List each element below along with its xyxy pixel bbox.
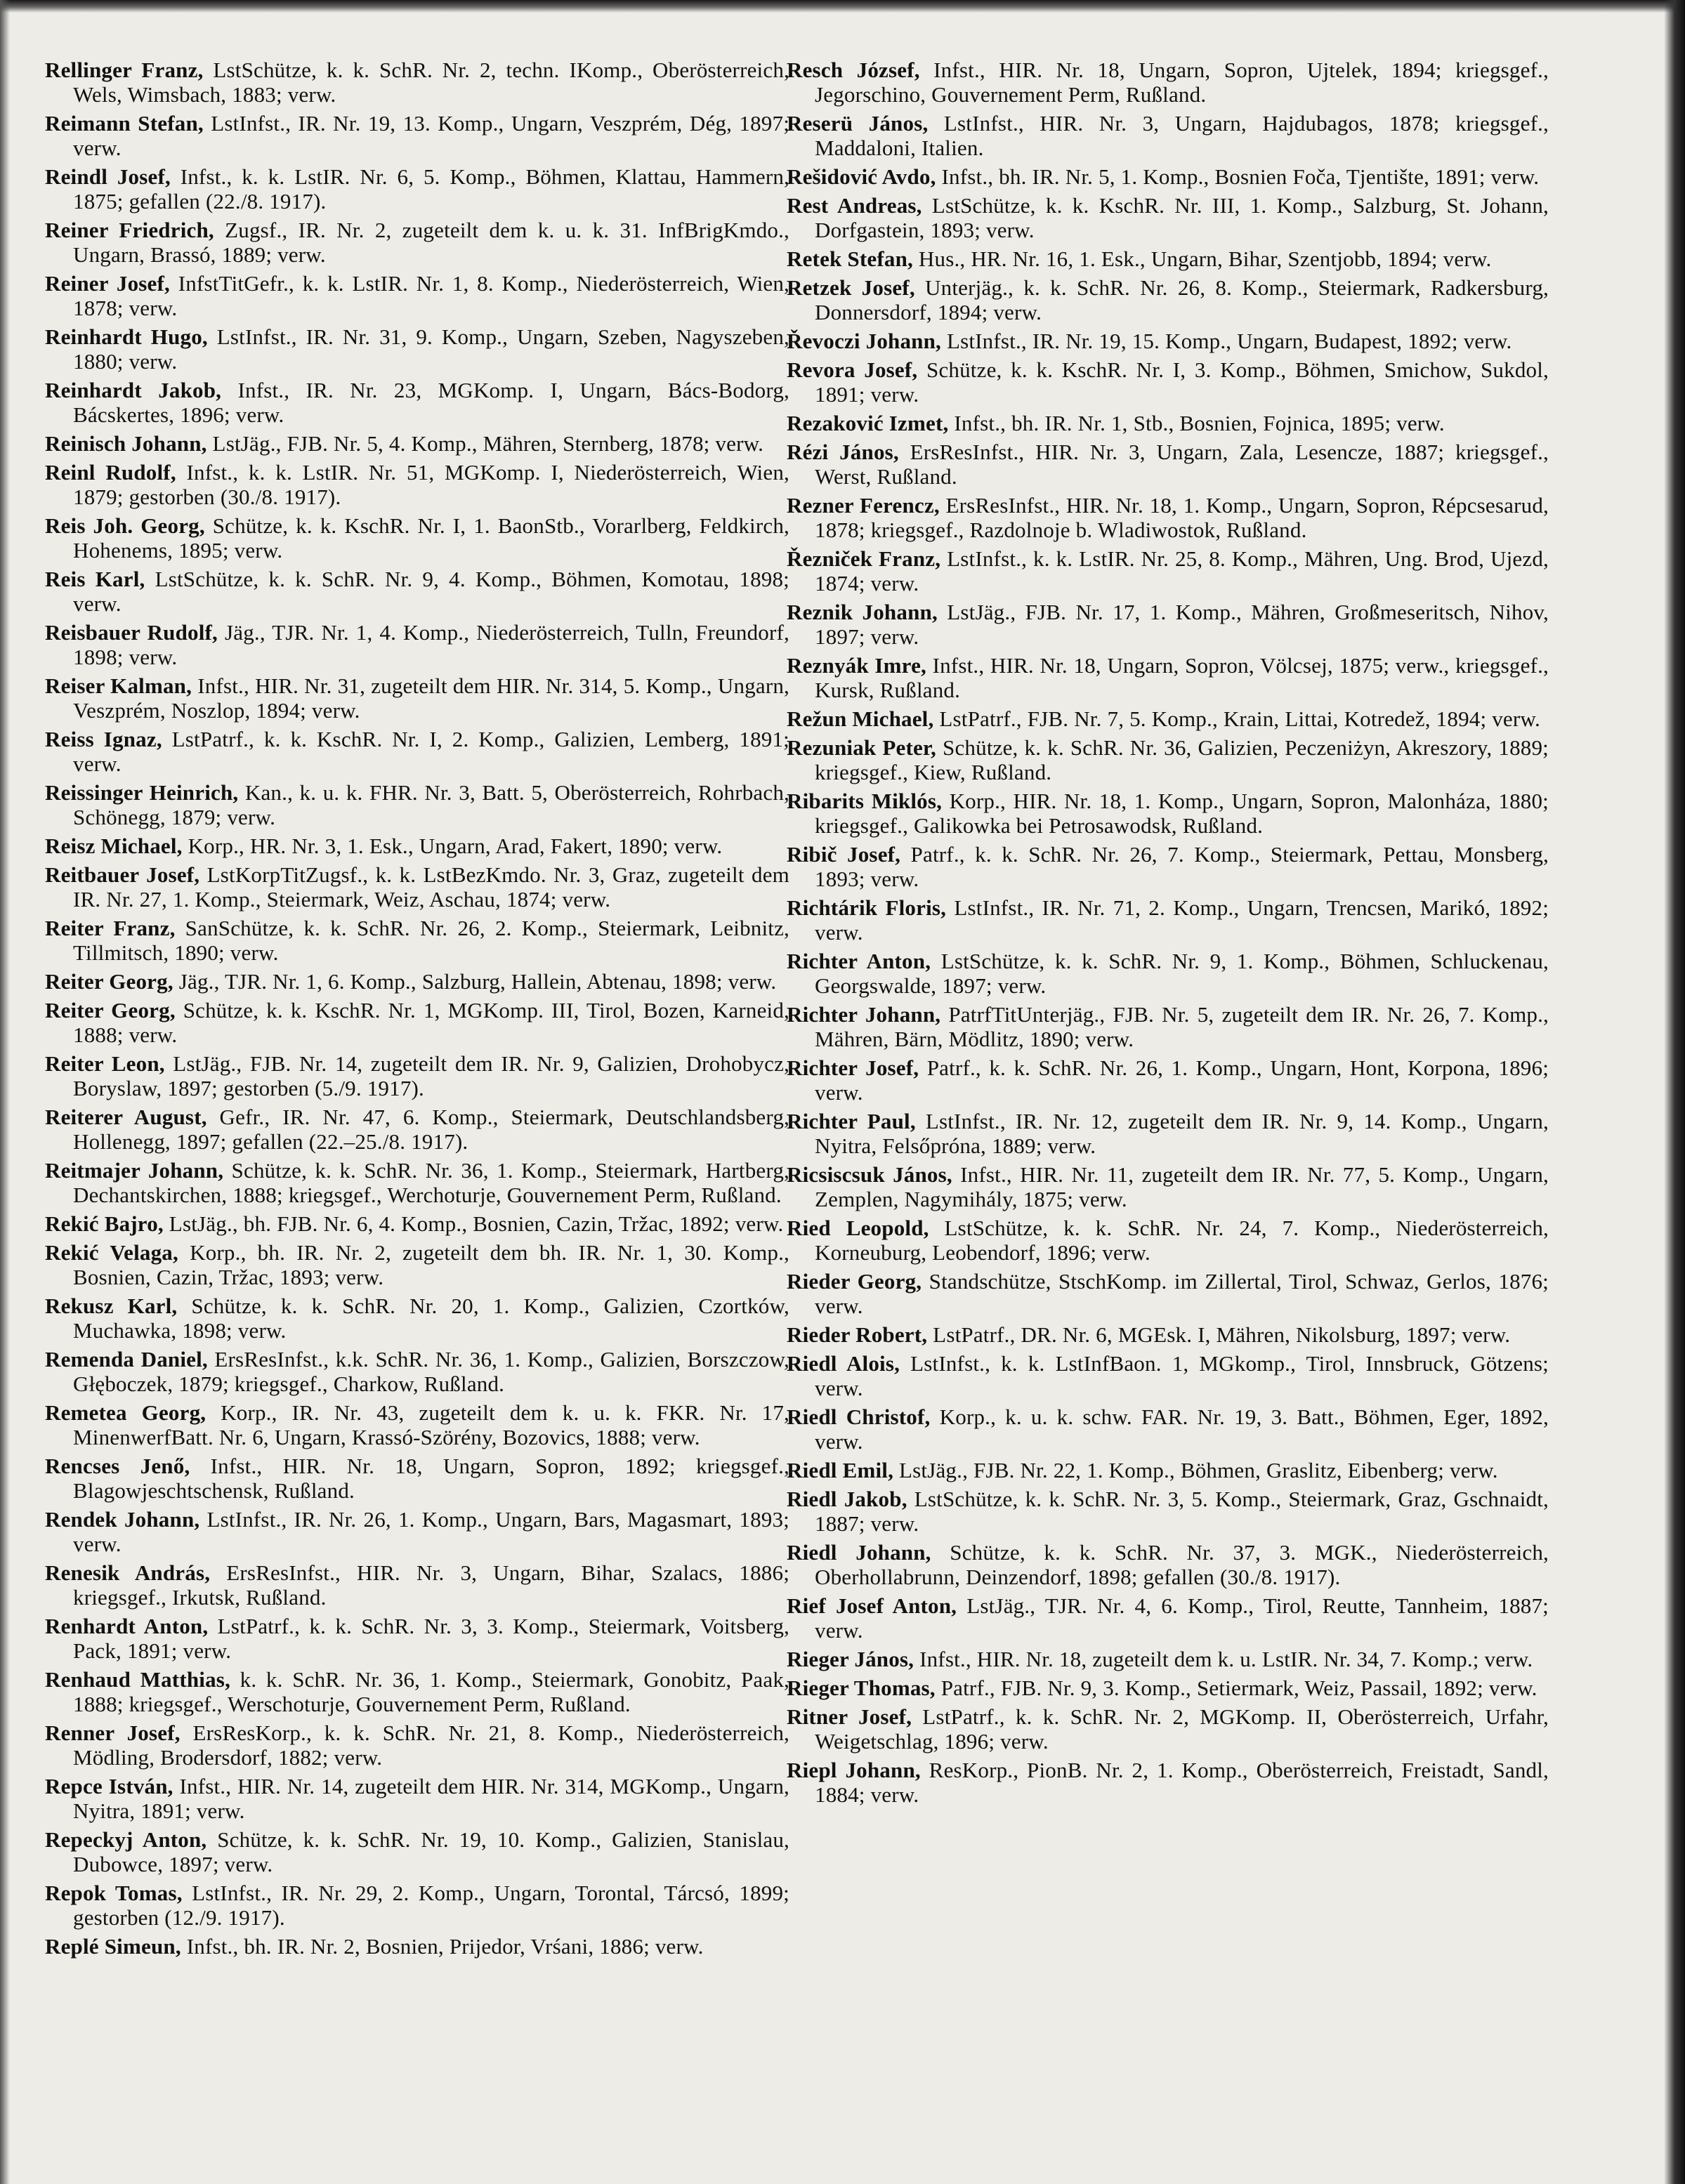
register-entry: [45, 1105, 789, 1154]
entry-name: Rekusz Karl,: [45, 1294, 178, 1318]
register-entry: [787, 895, 1549, 945]
register-entry: [45, 834, 789, 858]
entry-name: Reserü János,: [787, 111, 929, 136]
entry-name: Rendek Johann,: [45, 1507, 200, 1532]
entry-details: LstKorpTitZugsf., k. k. LstBezKmdo. Nr. 3, Graz, zugeteilt dem IR. Nr. 27, 1. Komp., Steiermark, Weiz, Aschau, 1874; verw.: [73, 862, 789, 912]
register-entry: [45, 378, 789, 427]
register-entry: [787, 1109, 1549, 1158]
register-entry: [45, 324, 789, 374]
entry-details: Schütze, k. k. KschR. Nr. 1, MGKomp. III, Tirol, Bozen, Karneid, 1888; verw.: [73, 998, 789, 1047]
register-entry: [45, 111, 789, 160]
entry-details: LstSchütze, k. k. KschR. Nr. III, 1. Komp., Salzburg, St. Johann, Dorfgastein, 1893; verw.: [815, 193, 1549, 242]
register-entry: [787, 111, 1549, 160]
entry-name: Riedl Alois,: [787, 1351, 900, 1376]
entry-details: LstPatrf., FJB. Nr. 7, 5. Komp., Krain, Littai, Kotredež, 1894; verw.: [933, 706, 1540, 731]
entry-name: Reitbauer Josef,: [45, 862, 200, 887]
register-entry: [45, 1294, 789, 1343]
entry-details: Infst., HIR. Nr. 14, zugeteilt dem HIR. Nr. 314, MGKomp., Ungarn, Nyitra, 1891; verw.: [73, 1774, 789, 1823]
entry-name: Revora Josef,: [787, 357, 918, 382]
register-entry: [45, 271, 789, 320]
entry-name: Reissinger Heinrich,: [45, 780, 239, 805]
entry-details: Infst., bh. IR. Nr. 5, 1. Komp., Bosnien Foča, Tjentište, 1891; verw.: [936, 164, 1540, 189]
register-entry: [45, 916, 789, 965]
entry-name: Rieder Georg,: [787, 1269, 922, 1294]
entry-details: LstJäg., TJR. Nr. 4, 6. Komp., Tirol, Reutte, Tannheim, 1887; verw.: [815, 1593, 1549, 1643]
page-right-edge: [1664, 0, 1685, 2184]
register-entry: [787, 1405, 1549, 1454]
entry-details: PatrfTitUnterjäg., FJB. Nr. 5, zugeteilt dem IR. Nr. 26, 7. Komp., Mähren, Bärn, Mödlitz, 1890; verw.: [815, 1002, 1549, 1051]
register-entry: [45, 1827, 789, 1876]
entry-details: Infst., HIR. Nr. 18, Ungarn, Sopron, Ujtelek, 1894; kriegsgef., Jegorschino, Gouvernement Perm, Rußland.: [815, 58, 1549, 107]
register-entry: [787, 411, 1549, 435]
entry-name: Ried Leopold,: [787, 1216, 929, 1240]
entry-details: LstPatrf., DR. Nr. 6, MGEsk. I, Mähren, Nikolsburg, 1897; verw.: [927, 1322, 1511, 1347]
entry-details: LstPatrf., k. k. KschR. Nr. I, 2. Komp., Galizien, Lemberg, 1891; verw.: [73, 727, 789, 776]
entry-details: Infst., bh. IR. Nr. 1, Stb., Bosnien, Fojnica, 1895; verw.: [948, 411, 1445, 435]
entry-details: Patrf., FJB. Nr. 9, 3. Komp., Setiermark, Weiz, Passail, 1892; verw.: [935, 1676, 1538, 1700]
entry-name: Remenda Daniel,: [45, 1347, 208, 1371]
register-entry: [787, 546, 1549, 596]
entry-name: Reiter Leon,: [45, 1051, 165, 1076]
register-entry: [45, 164, 789, 213]
entry-details: LstJäg., FJB. Nr. 22, 1. Komp., Böhmen, Graslitz, Eibenberg; verw.: [893, 1458, 1498, 1482]
register-entry: [45, 727, 789, 776]
register-entry: [45, 969, 789, 994]
right-column: [787, 58, 1549, 1811]
entry-name: Rezner Ferencz,: [787, 493, 940, 518]
register-entry: [45, 1507, 789, 1556]
register-entry: [787, 329, 1549, 353]
entry-details: Schütze, k. k. SchR. Nr. 36, 1. Komp., Steiermark, Hartberg, Dechantskirchen, 1888; kriegsgef., Werchoturje, Gouvernement Perm, Rußland.: [73, 1158, 789, 1207]
entry-details: LstJäg., FJB. Nr. 17, 1. Komp., Mähren, Großmeseritsch, Nihov, 1897; verw.: [815, 600, 1549, 649]
entry-details: Infst., IR. Nr. 23, MGKomp. I, Ungarn, Bács-Bodorg, Bácskertes, 1896; verw.: [73, 378, 789, 427]
entry-name: Rezuniak Peter,: [787, 735, 936, 760]
register-entry: [787, 1351, 1549, 1400]
entry-details: Korp., HR. Nr. 3, 1. Esk., Ungarn, Arad, Fakert, 1890; verw.: [182, 834, 723, 858]
entry-details: LstPatrf., k. k. SchR. Nr. 3, 3. Komp., Steiermark, Voitsberg, Pack, 1891; verw.: [73, 1614, 790, 1663]
entry-name: Reinisch Johann,: [45, 431, 207, 456]
entry-name: Repce István,: [45, 1774, 173, 1798]
entry-details: LstJäg., FJB. Nr. 14, zugeteilt dem IR. Nr. 9, Galizien, Drohobycz, Boryslaw, 1897; gestorben (5./9. 1917).: [73, 1051, 789, 1100]
entry-name: Rieder Robert,: [787, 1322, 928, 1347]
entry-name: Rief Josef Anton,: [787, 1593, 957, 1618]
register-entry: [787, 789, 1549, 838]
register-entry: [787, 1055, 1549, 1105]
entry-details: Zugsf., IR. Nr. 2, zugeteilt dem k. u. k. 31. InfBrigKmdo., Ungarn, Brassó, 1889; verw.: [73, 218, 789, 267]
register-entry: [787, 275, 1549, 324]
entry-name: Rekić Bajro,: [45, 1211, 164, 1236]
entry-name: Reiter Georg,: [45, 969, 173, 994]
register-entry: [45, 1347, 789, 1396]
register-entry: [787, 1322, 1549, 1347]
register-entry: [45, 58, 789, 107]
register-entry: [45, 1560, 789, 1610]
entry-details: Jäg., TJR. Nr. 1, 6. Komp., Salzburg, Hallein, Abtenau, 1898; verw.: [173, 969, 777, 994]
register-entry: [787, 949, 1549, 998]
register-entry: [787, 1216, 1549, 1265]
register-entry: [45, 673, 789, 723]
entry-details: LstSchütze, k. k. SchR. Nr. 3, 5. Komp., Steiermark, Graz, Gschnaidt, 1887; verw.: [815, 1487, 1549, 1536]
entry-name: Řezniček Franz,: [787, 546, 941, 571]
entry-name: Reimann Stefan,: [45, 111, 204, 136]
entry-details: Gefr., IR. Nr. 47, 6. Komp., Steiermark, Deutschlandsberg, Hollenegg, 1897; gefallen (22.–25./8. 1917).: [73, 1105, 789, 1154]
entry-details: Infst., k. k. LstIR. Nr. 51, MGKomp. I, Niederösterreich, Wien, 1879; gestorben (30./8. 1917).: [73, 460, 789, 509]
entry-details: Schütze, k. k. SchR. Nr. 20, 1. Komp., Galizien, Czortków, Muchawka, 1898; verw.: [73, 1294, 789, 1343]
entry-details: LstInfst., IR. Nr. 31, 9. Komp., Ungarn, Szeben, Nagyszeben, 1880; verw.: [73, 324, 789, 374]
entry-details: Infst., HIR. Nr. 31, zugeteilt dem HIR. Nr. 314, 5. Komp., Ungarn, Veszprém, Noszlop, 1894; verw.: [73, 673, 789, 723]
register-entry: [45, 513, 789, 563]
entry-details: Schütze, k. k. SchR. Nr. 36, Galizien, Peczeniżyn, Akreszory, 1889; kriegsgef., Kiew, Rußland.: [815, 735, 1549, 784]
register-entry: [45, 1934, 789, 1959]
entry-name: Riedl Christof,: [787, 1405, 931, 1429]
register-entry: [787, 1593, 1549, 1643]
register-entry: [45, 998, 789, 1047]
entry-name: Rieger János,: [787, 1647, 914, 1671]
register-entry: [45, 1400, 789, 1449]
entry-name: Reznyák Imre,: [787, 653, 926, 678]
entry-name: Rencses Jenő,: [45, 1454, 190, 1478]
entry-name: Ribarits Miklós,: [787, 789, 943, 813]
entry-name: Resch József,: [787, 58, 920, 82]
register-entry: [45, 1454, 789, 1503]
entry-details: LstJäg., bh. FJB. Nr. 6, 4. Komp., Bosnien, Cazin, Tržac, 1892; verw.: [163, 1211, 784, 1236]
register-entry: [787, 164, 1549, 189]
entry-name: Riedl Johann,: [787, 1540, 931, 1565]
entry-name: Reinl Rudolf,: [45, 460, 176, 485]
register-entry: [45, 620, 789, 669]
entry-details: LstSchütze, k. k. SchR. Nr. 9, 1. Komp., Böhmen, Schluckenau, Georgswalde, 1897; verw.: [815, 949, 1549, 998]
register-entry: [45, 780, 789, 829]
register-entry: [787, 653, 1549, 702]
entry-details: Korp., bh. IR. Nr. 2, zugeteilt dem bh. IR. Nr. 1, 30. Komp., Bosnien, Cazin, Tržac, 1893; verw.: [73, 1240, 789, 1289]
entry-details: LstInfst., k. k. LstInfBaon. 1, MGkomp., Tirol, Innsbruck, Götzens; verw.: [815, 1351, 1549, 1400]
entry-details: Infst., bh. IR. Nr. 2, Bosnien, Prijedor, Vrśani, 1886; verw.: [181, 1934, 704, 1959]
entry-name: Režun Michael,: [787, 706, 934, 731]
entry-name: Reznik Johann,: [787, 600, 938, 624]
register-entry: [45, 1721, 789, 1770]
entry-details: LstInfst., IR. Nr. 71, 2. Komp., Ungarn, Trencsen, Marikó, 1892; verw.: [815, 895, 1549, 945]
register-entry: [787, 1458, 1549, 1482]
entry-details: ErsResKorp., k. k. SchR. Nr. 21, 8. Komp., Niederösterreich, Mödling, Brodersdorf, 1882; verw.: [73, 1721, 789, 1770]
entry-name: Richter Josef,: [787, 1055, 919, 1080]
entry-details: SanSchütze, k. k. SchR. Nr. 26, 2. Komp., Steiermark, Leibnitz, Tillmitsch, 1890; verw.: [73, 916, 790, 965]
entry-details: ErsResInfst., k.k. SchR. Nr. 36, 1. Komp., Galizien, Borszczow, Głęboczek, 1879; kriegsgef., Charkow, Rußland.: [73, 1347, 790, 1396]
entry-name: Reis Karl,: [45, 567, 145, 591]
register-entry: [787, 1002, 1549, 1051]
page-left-edge: [0, 0, 10, 2184]
entry-details: Korp., IR. Nr. 43, zugeteilt dem k. u. k. FKR. Nr. 17, MinenwerfBatt. Nr. 6, Ungarn, Krassó-Szörény, Bozovics, 1888; verw.: [73, 1400, 789, 1449]
register-entry: [45, 1051, 789, 1100]
register-entry: [787, 1269, 1549, 1318]
entry-details: Korp., HIR. Nr. 18, 1. Komp., Ungarn, Sopron, Malonháza, 1880; kriegsgef., Galikowka bei Petrosawodsk, Rußland.: [815, 789, 1549, 838]
entry-details: ErsResInfst., HIR. Nr. 3, Ungarn, Bihar, Szalacs, 1886; kriegsgef., Irkutsk, Rußland.: [73, 1560, 790, 1610]
entry-name: Rezaković Izmet,: [787, 411, 949, 435]
entry-name: Rešidović Avdo,: [787, 164, 936, 189]
entry-details: Unterjäg., k. k. SchR. Nr. 26, 8. Komp., Steiermark, Radkersburg, Donnersdorf, 1894; verw.: [815, 275, 1549, 324]
entry-name: Repeckyj Anton,: [45, 1827, 207, 1852]
entry-details: LstPatrf., k. k. SchR. Nr. 2, MGKomp. II, Oberösterreich, Urfahr, Weigetschlag, 1896; verw.: [815, 1704, 1549, 1754]
entry-name: Reiner Josef,: [45, 271, 170, 296]
entry-name: Rellinger Franz,: [45, 58, 204, 82]
entry-details: LstInfst., k. k. LstIR. Nr. 25, 8. Komp., Mähren, Ung. Brod, Ujezd, 1874; verw.: [815, 546, 1549, 596]
entry-name: Renesik András,: [45, 1560, 211, 1585]
entry-details: LstSchütze, k. k. SchR. Nr. 9, 4. Komp., Böhmen, Komotau, 1898; verw.: [73, 567, 789, 616]
left-column: [45, 58, 789, 1963]
entry-name: Reindl Josef,: [45, 164, 171, 189]
register-entry: [45, 218, 789, 267]
entry-details: LstInfst., IR. Nr. 26, 1. Komp., Ungarn, Bars, Magasmart, 1893; verw.: [73, 1507, 789, 1556]
entry-details: Infst., HIR. Nr. 11, zugeteilt dem IR. Nr. 77, 5. Komp., Ungarn, Zemplen, Nagymihály, 1875; verw.: [815, 1162, 1549, 1211]
entry-name: Reinhardt Hugo,: [45, 324, 208, 349]
register-entry: [787, 1704, 1549, 1754]
entry-name: Reisz Michael,: [45, 834, 183, 858]
entry-name: Ribič Josef,: [787, 842, 901, 867]
entry-details: Korp., k. u. k. schw. FAR. Nr. 19, 3. Batt., Böhmen, Eger, 1892, verw.: [815, 1405, 1549, 1454]
entry-details: ErsResInfst., HIR. Nr. 3, Ungarn, Zala, Lesencze, 1887; kriegsgef., Werst, Rußland.: [815, 440, 1549, 489]
register-entry: [787, 58, 1549, 107]
entry-details: Kan., k. u. k. FHR. Nr. 3, Batt. 5, Oberösterreich, Rohrbach, Schönegg, 1879; verw.: [73, 780, 789, 829]
entry-details: Schütze, k. k. SchR. Nr. 19, 10. Komp., Galizien, Stanislau, Dubowce, 1897; verw.: [73, 1827, 789, 1876]
entry-details: Infst., HIR. Nr. 18, zugeteilt dem k. u. LstIR. Nr. 34, 7. Komp.; verw.: [914, 1647, 1533, 1671]
entry-name: Reiterer August,: [45, 1105, 207, 1129]
entry-details: LstInfst., IR. Nr. 29, 2. Komp., Ungarn, Torontal, Tárcsó, 1899; gestorben (12./9. 1917).: [73, 1881, 789, 1930]
entry-details: LstSchütze, k. k. SchR. Nr. 24, 7. Komp., Niederösterreich, Korneuburg, Leobendorf, 1896; verw.: [815, 1216, 1549, 1265]
entry-details: Schütze, k. k. KschR. Nr. I, 3. Komp., Böhmen, Smichow, Sukdol, 1891; verw.: [815, 357, 1549, 407]
register-entry: [45, 1158, 789, 1207]
register-entry: [45, 460, 789, 509]
entry-details: LstInfst., HIR. Nr. 3, Ungarn, Hajdubagos, 1878; kriegsgef., Maddaloni, Italien.: [815, 111, 1549, 160]
entry-details: LstInfst., IR. Nr. 12, zugeteilt dem IR. Nr. 9, 14. Komp., Ungarn, Nyitra, Felsőpróna, 1889; verw.: [815, 1109, 1549, 1158]
entry-details: Infst., HIR. Nr. 18, Ungarn, Sopron, 1892; kriegsgef., Blagowjeschtschensk, Rußland.: [73, 1454, 789, 1503]
register-entry: [45, 862, 789, 912]
page-top-edge: [0, 0, 1685, 13]
register-entry: [45, 1240, 789, 1289]
entry-name: Riepl Johann,: [787, 1758, 921, 1782]
register-entry: [787, 1676, 1549, 1700]
entry-details: LstSchütze, k. k. SchR. Nr. 2, techn. IKomp., Oberösterreich, Wels, Wimsbach, 1883; verw.: [73, 58, 789, 107]
entry-name: Renhaud Matthias,: [45, 1667, 231, 1692]
entry-name: Reiter Franz,: [45, 916, 176, 940]
entry-details: Schütze, k. k. KschR. Nr. I, 1. BaonStb., Vorarlberg, Feldkirch, Hohenems, 1895; verw.: [73, 513, 789, 563]
entry-details: ErsResInfst., HIR. Nr. 18, 1. Komp., Ungarn, Sopron, Répcsesarud, 1878; kriegsgef., Razdolnoje b. Wladiwostok, Rußland.: [815, 493, 1549, 542]
entry-name: Rézi János,: [787, 440, 899, 464]
entry-details: InfstTitGefr., k. k. LstIR. Nr. 1, 8. Komp., Niederösterreich, Wien, 1878; verw.: [73, 271, 789, 320]
register-entry: [45, 1881, 789, 1930]
register-entry: [787, 493, 1549, 542]
register-entry: [787, 357, 1549, 407]
entry-name: Remetea Georg,: [45, 1400, 206, 1425]
entry-name: Richter Johann,: [787, 1002, 941, 1027]
entry-name: Řevoczi Johann,: [787, 329, 941, 353]
register-entry: [45, 1667, 789, 1716]
entry-name: Retzek Josef,: [787, 275, 915, 300]
entry-name: Retek Stefan,: [787, 246, 913, 271]
entry-name: Reiter Georg,: [45, 998, 176, 1022]
register-entry: [45, 1211, 789, 1236]
entry-name: Richter Paul,: [787, 1109, 916, 1133]
register-entry: [787, 1540, 1549, 1589]
entry-name: Reiner Friedrich,: [45, 218, 214, 242]
register-entry: [787, 706, 1549, 731]
entry-name: Ricsiscsuk János,: [787, 1162, 952, 1187]
register-entry: [787, 246, 1549, 271]
register-entry: [787, 842, 1549, 891]
entry-name: Reitmajer Johann,: [45, 1158, 224, 1183]
entry-name: Ritner Josef,: [787, 1704, 912, 1729]
entry-name: Reiss Ignaz,: [45, 727, 162, 751]
register-entry: [787, 735, 1549, 784]
entry-name: Richtárik Floris,: [787, 895, 947, 920]
entry-name: Riedl Jakob,: [787, 1487, 907, 1511]
entry-details: LstJäg., FJB. Nr. 5, 4. Komp., Mähren, Sternberg, 1878; verw.: [206, 431, 764, 456]
entry-name: Rest Andreas,: [787, 193, 922, 218]
entry-name: Replé Simeun,: [45, 1934, 181, 1959]
entry-details: Hus., HR. Nr. 16, 1. Esk., Ungarn, Bihar, Szentjobb, 1894; verw.: [912, 246, 1492, 271]
entry-details: Patrf., k. k. SchR. Nr. 26, 7. Komp., Steiermark, Pettau, Monsberg, 1893; verw.: [815, 842, 1549, 891]
entry-name: Renner Josef,: [45, 1721, 181, 1745]
register-entry: [787, 440, 1549, 489]
entry-details: ResKorp., PionB. Nr. 2, 1. Komp., Oberösterreich, Freistadt, Sandl, 1884; verw.: [815, 1758, 1549, 1807]
entry-details: Infst., HIR. Nr. 18, Ungarn, Sopron, Völcsej, 1875; verw., kriegsgef., Kursk, Rußland.: [815, 653, 1549, 702]
register-entry: [787, 1647, 1549, 1671]
entry-details: LstInfst., IR. Nr. 19, 15. Komp., Ungarn, Budapest, 1892; verw.: [941, 329, 1512, 353]
entry-name: Riedl Emil,: [787, 1458, 894, 1482]
entry-name: Reisbauer Rudolf,: [45, 620, 218, 645]
entry-details: Schütze, k. k. SchR. Nr. 37, 3. MGK., Niederösterreich, Oberhollabrunn, Deinzendorf, 1898; gefallen (30./8. 1917).: [815, 1540, 1549, 1589]
entry-details: Infst., k. k. LstIR. Nr. 6, 5. Komp., Böhmen, Klattau, Hammern, 1875; gefallen (22./8. 1917).: [73, 164, 790, 213]
entry-name: Rekić Velaga,: [45, 1240, 178, 1265]
entry-name: Richter Anton,: [787, 949, 931, 973]
register-entry: [787, 600, 1549, 649]
register-entry: [787, 1487, 1549, 1536]
register-entry: [45, 567, 789, 616]
register-entry: [787, 1162, 1549, 1211]
entry-details: Patrf., k. k. SchR. Nr. 26, 1. Komp., Ungarn, Hont, Korpona, 1896; verw.: [815, 1055, 1549, 1105]
entry-name: Reinhardt Jakob,: [45, 378, 222, 402]
entry-details: Standschütze, StschKomp. im Zillertal, Tirol, Schwaz, Gerlos, 1876; verw.: [815, 1269, 1549, 1318]
entry-name: Reis Joh. Georg,: [45, 513, 205, 538]
entry-name: Rieger Thomas,: [787, 1676, 936, 1700]
entry-details: Jäg., TJR. Nr. 1, 4. Komp., Niederösterreich, Tulln, Freundorf, 1898; verw.: [73, 620, 790, 669]
register-entry: [45, 1614, 789, 1663]
entry-name: Renhardt Anton,: [45, 1614, 209, 1638]
register-entry: [787, 193, 1549, 242]
entry-details: k. k. SchR. Nr. 36, 1. Komp., Steiermark, Gonobitz, Paak, 1888; kriegsgef., Werschoturje, Gouvernement Perm, Rußland.: [73, 1667, 789, 1716]
register-entry: [45, 431, 789, 456]
register-entry: [787, 1758, 1549, 1807]
entry-name: Reiser Kalman,: [45, 673, 192, 698]
register-entry: [45, 1774, 789, 1823]
entry-details: LstInfst., IR. Nr. 19, 13. Komp., Ungarn, Veszprém, Dég, 1897; verw.: [73, 111, 790, 160]
entry-name: Repok Tomas,: [45, 1881, 183, 1905]
